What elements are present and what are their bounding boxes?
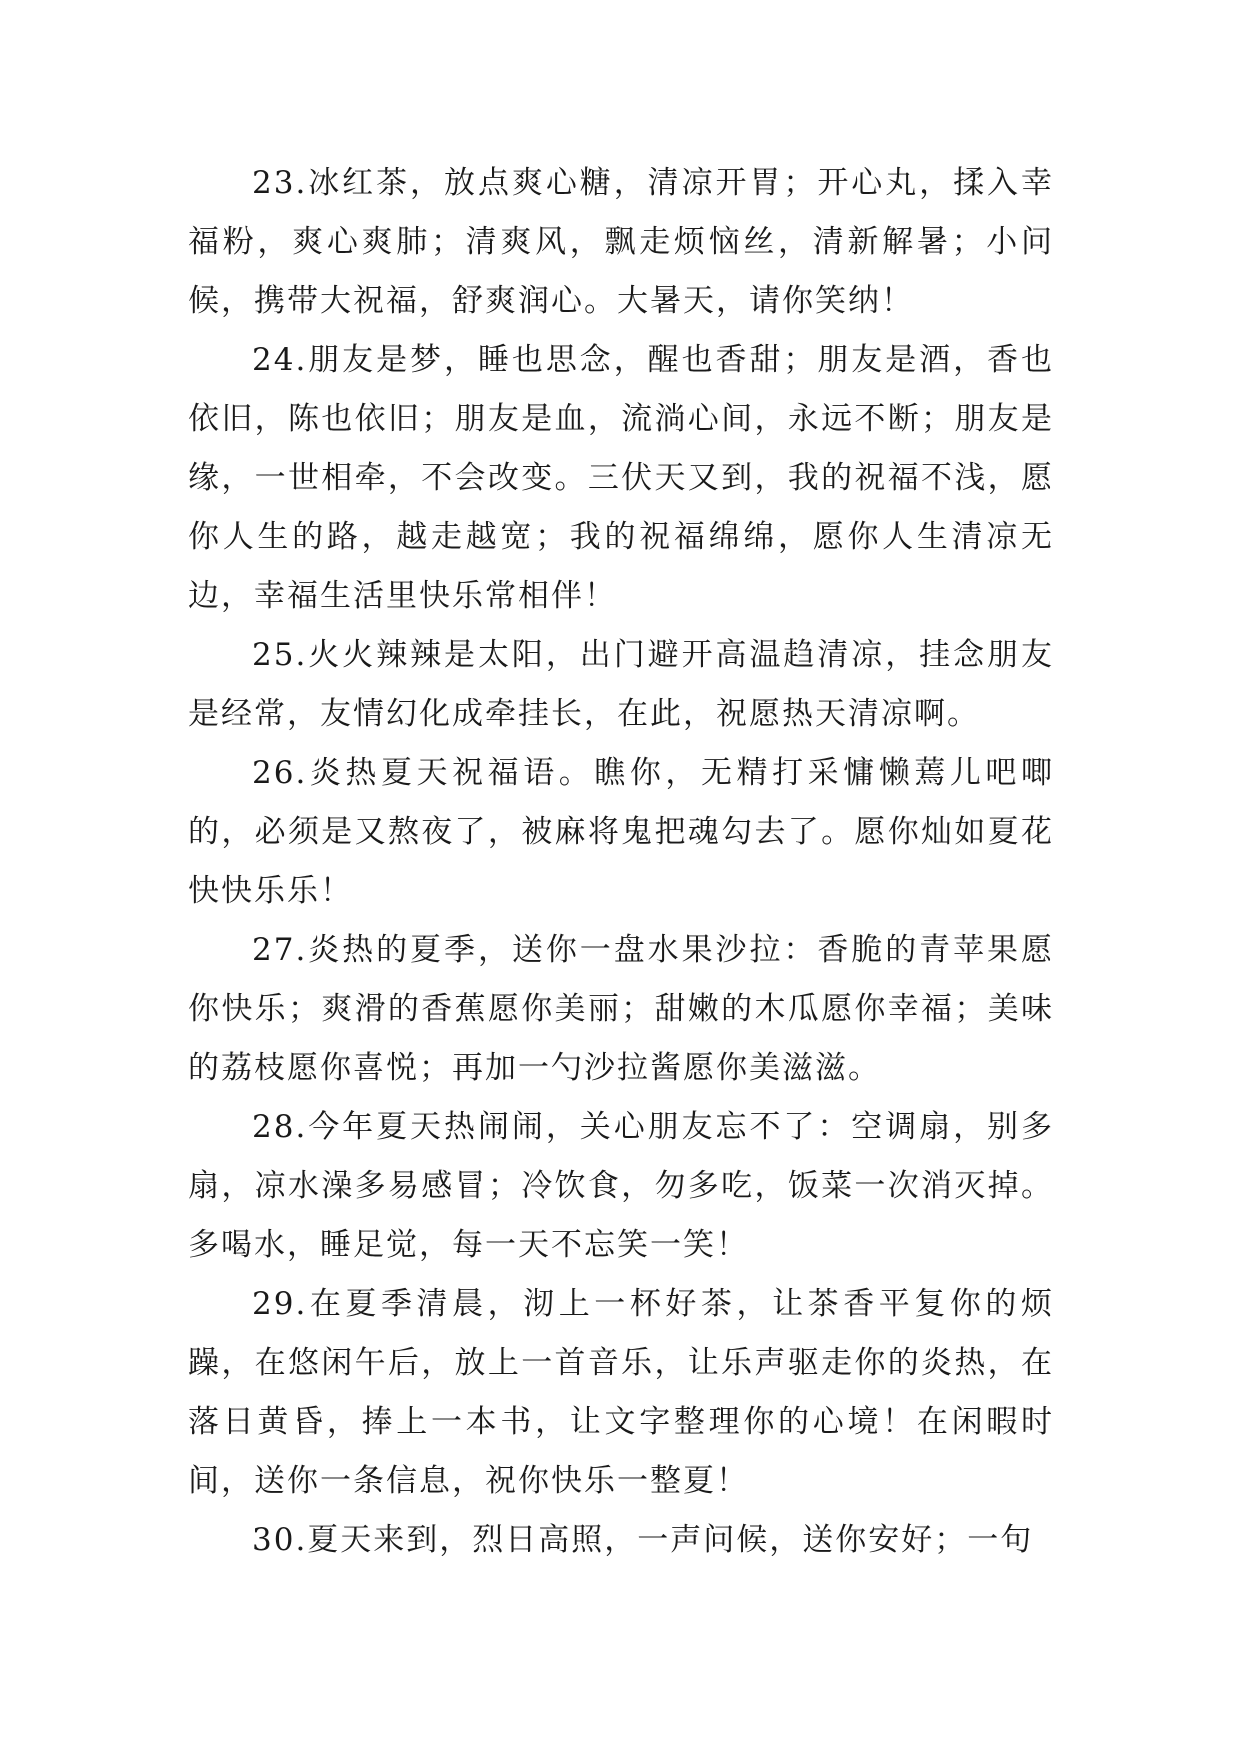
paragraph-26: 26.炎热夏天祝福语。瞧你，无精打采慵懒蔫儿吧唧的，必须是又熬夜了，被麻将鬼把魂勾去了。愿你灿如夏花快快乐乐！ [188, 755, 1054, 909]
paragraph-23: 23.冰红茶，放点爽心糖，清凉开胃；开心丸，揉入幸福粉，爽心爽肺；清爽风，飘走烦恼丝，清新解暑；小问候，携带大祝福，舒爽润心。大暑天，请你笑纳！ [188, 165, 1054, 319]
paragraph-24: 24.朋友是梦，睡也思念，醒也香甜；朋友是酒，香也依旧，陈也依旧；朋友是血，流淌心间，永远不断；朋友是缘，一世相牵，不会改变。三伏天又到，我的祝福不浅，愿你人生的路，越走越宽；我的祝福绵绵，愿你人生清凉无边，幸福生活里快乐常相伴！ [188, 342, 1054, 614]
paragraph-29: 29.在夏季清晨，沏上一杯好茶，让茶香平复你的烦躁，在悠闲午后，放上一首音乐，让乐声驱走你的炎热，在落日黄昏，捧上一本书，让文字整理你的心境！在闲暇时间，送你一条信息，祝你快乐一整夏！ [188, 1286, 1054, 1499]
paragraph-30: 30.夏天来到，烈日高照，一声问候，送你安好；一句 [252, 1522, 1034, 1558]
paragraph-28: 28.今年夏天热闹闹，关心朋友忘不了：空调扇，别多扇，凉水澡多易感冒；冷饮食，勿多吃，饭菜一次消灭掉。多喝水，睡足觉，每一天不忘笑一笑！ [188, 1109, 1054, 1263]
paragraph-27: 27.炎热的夏季，送你一盘水果沙拉：香脆的青苹果愿你快乐；爽滑的香蕉愿你美丽；甜嫩的木瓜愿你幸福；美味的荔枝愿你喜悦；再加一勺沙拉酱愿你美滋滋。 [188, 932, 1054, 1086]
document-body [188, 154, 1054, 1570]
paragraph-25: 25.火火辣辣是太阳，出门避开高温趋清凉，挂念朋友是经常，友情幻化成牵挂长，在此，祝愿热天清凉啊。 [188, 637, 1054, 732]
